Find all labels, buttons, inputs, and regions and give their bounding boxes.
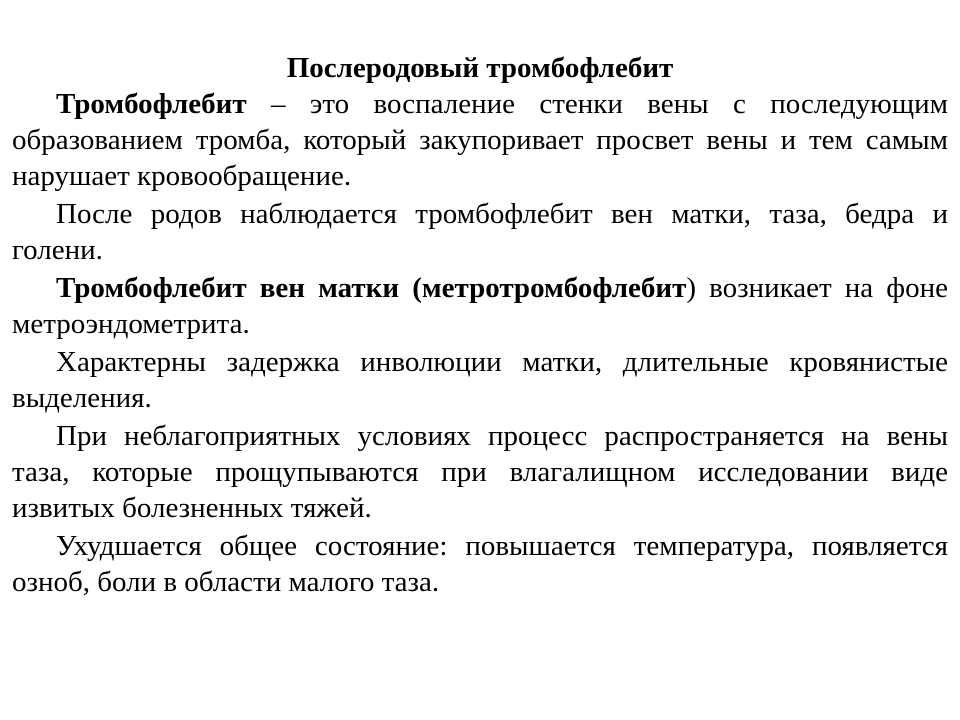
definition-text: – это воспаление стенки вены с последующим образованием тромба, который закупоривает просвет вены и тем самым нарушает кровообращение. — [12, 88, 948, 192]
paragraph-definition — [12, 86, 948, 194]
paragraph-metrothrombophlebitis — [12, 270, 948, 342]
term-thrombophlebitis: Тромбофлебит — [56, 88, 247, 120]
paragraph-general-condition: Ухудшается общее состояние: повышается температура, появляется озноб, боли в области малого таза. — [12, 530, 948, 598]
paragraph-postpartum-sites: После родов наблюдается тромбофлебит вен матки, таза, бедра и голени. — [12, 198, 948, 266]
term-metrothrombophlebitis: Тромбофлебит вен матки (метротромбофлебит — [56, 272, 687, 304]
slide-content — [12, 50, 948, 602]
paragraph-characteristics: Характерны задержка инволюции матки, длительные кровянистые выделения. — [12, 346, 948, 414]
slide-title: Послеродовый тромбофлебит — [286, 52, 674, 84]
paragraph-spread: При неблагоприятных условиях процесс распространяется на вены таза, которые прощупываются при влагалищном исследовании виде извитых болезненных тяжей. — [12, 420, 948, 524]
metrothrombophlebitis-text: ) возникает на фоне метроэндометрита. — [12, 272, 948, 340]
